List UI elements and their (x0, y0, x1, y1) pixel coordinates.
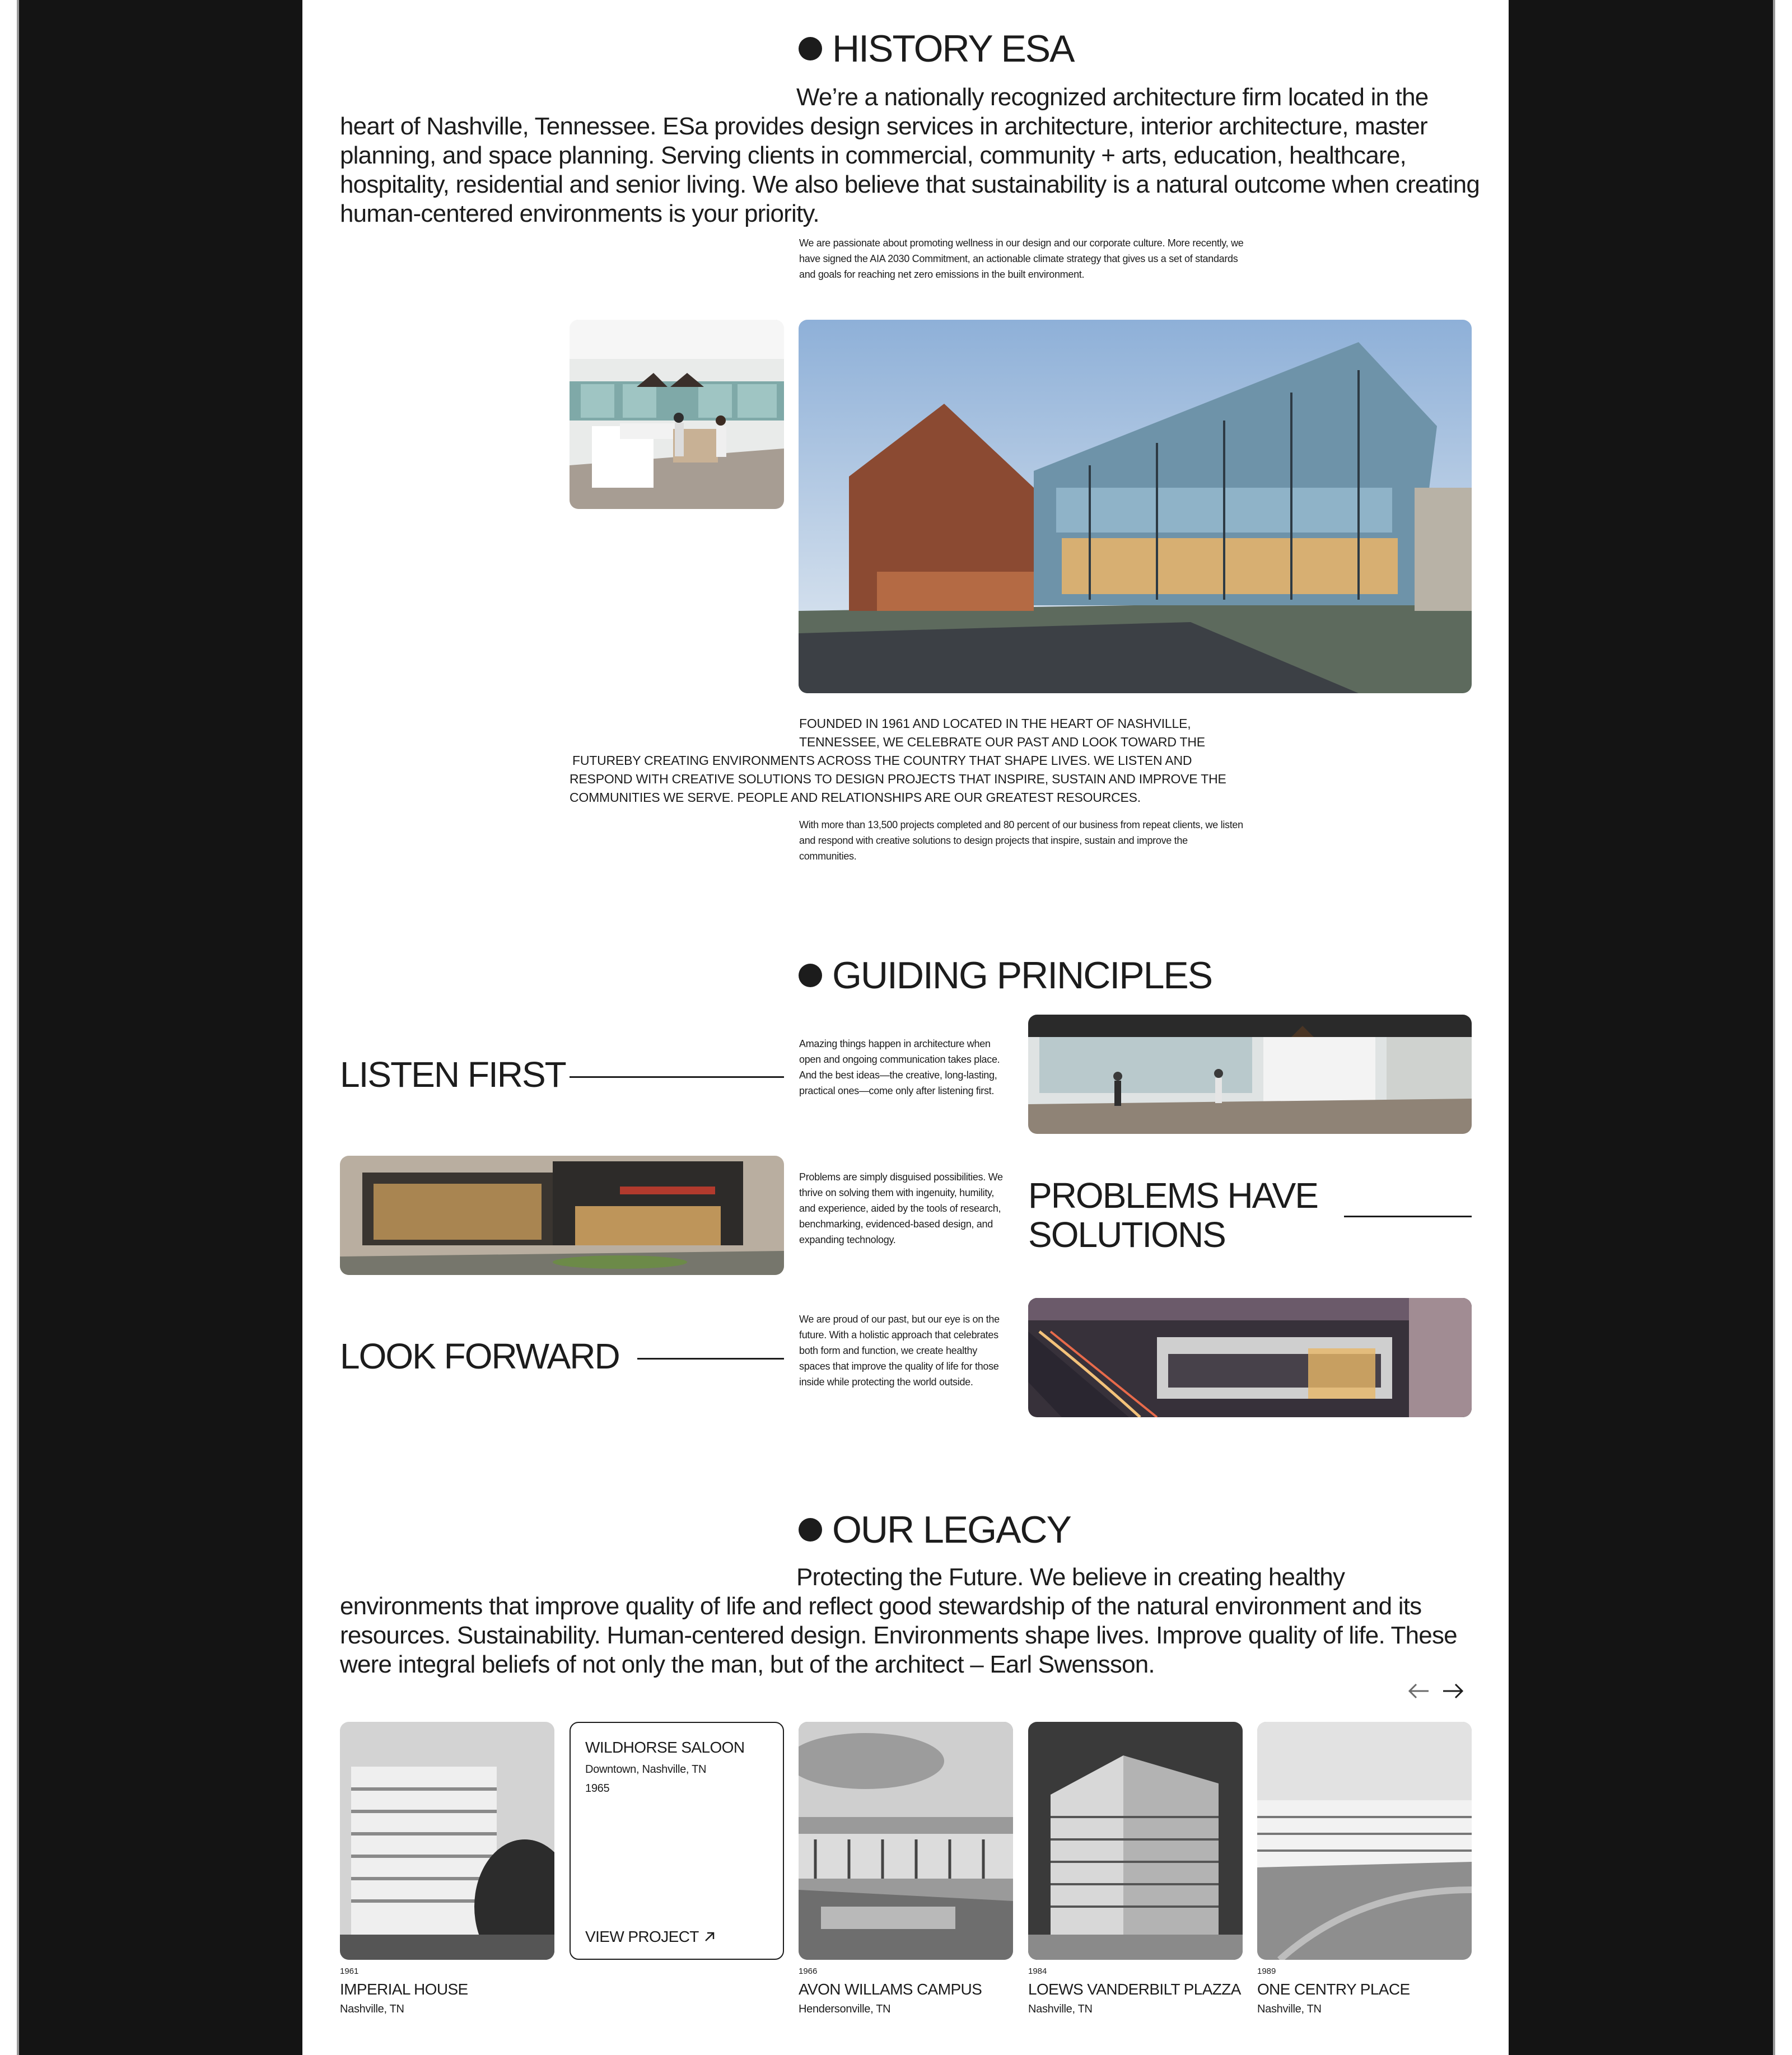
office-interior-image (570, 320, 784, 509)
card-title: WILDHORSE SALOON (585, 1739, 745, 1756)
card-title[interactable]: ONE CENTRY PLACE (1257, 1981, 1410, 1998)
history-heading (799, 27, 1074, 71)
window-frame-right (1773, 0, 1792, 2055)
bullet-dot-icon (799, 964, 822, 987)
project-card-wildhorse-saloon[interactable] (570, 1722, 784, 1960)
arrow-up-right-icon (703, 1931, 716, 1943)
principle-problems-text: Problems are simply disguised possibilities. We thrive on solving them with ingenuity, humility, and experience, aided by the tools of research, benchmarking, evidenced-based design, and expanding technology. (799, 1171, 1003, 1245)
history-title: HISTORY ESA (832, 27, 1074, 70)
bullet-dot-icon (799, 1518, 822, 1542)
principle-listen-label: LISTEN FIRST (340, 1054, 566, 1095)
bullet-dot-icon (799, 37, 822, 60)
city-night-image (1028, 1298, 1472, 1417)
divider-line (637, 1358, 784, 1360)
arrow-left-icon (1406, 1680, 1432, 1702)
founded-paragraph: FUTUREBY CREATING ENVIRONMENTS ACROSS THE COUNTRY THAT SHAPE LIVES. WE LISTEN AND RESPOND WITH CREATIVE SOLUTIONS TO DESIGN PROJECTS THAT INSPIRE, SUSTAIN AND IMPROVE THE COMMUNITIES WE SERVE. PEOPLE AND RELATIONSHIPS ARE OUR GREATEST RESOURCES. (570, 753, 1226, 805)
card-year: 1965 (585, 1782, 610, 1795)
legacy-lead: Protecting the Future. We believe in creating healthy environments that improve quality of life and reflect good stewardship of the natural environment and its resources. Sustainability. Human-centered design. Environments shape lives. Improve quality of life. These were integral beliefs of not only the man, but of the architect – Earl Swensson. (340, 1563, 1457, 1678)
card-location: Nashville, TN (1028, 2003, 1093, 2015)
principle-listen-text: Amazing things happen in architecture when open and ongoing communication takes place. And the best ideas—the creative, long-lasting, practical ones—come only after listening first. (799, 1038, 1000, 1096)
legacy-heading (799, 1508, 1071, 1552)
card-location: Nashville, TN (340, 2003, 404, 2015)
page-content (302, 0, 1509, 2055)
legacy-title: OUR LEGACY (832, 1508, 1071, 1551)
card-location: Downtown, Nashville, TN (585, 1763, 707, 1776)
principles-heading (799, 954, 1212, 997)
hotel-exterior-image (340, 1156, 784, 1275)
corridor-interior-image (1028, 1015, 1472, 1134)
view-project-label: VIEW PROJECT (585, 1928, 699, 1945)
hero-building-image (799, 320, 1472, 693)
project-card-one-centry-place[interactable] (1257, 1722, 1472, 1960)
divider-line (1344, 1216, 1472, 1217)
project-card-avon-williams[interactable] (799, 1722, 1013, 1960)
project-card-loews-vanderbilt[interactable] (1028, 1722, 1243, 1960)
projects-note: With more than 13,500 projects completed and 80 percent of our business from repeat clients, we listen and respond with creative solutions to design projects that inspire, sustain and improve the communities. (799, 819, 1243, 862)
principles-title: GUIDING PRINCIPLES (832, 954, 1212, 997)
card-title[interactable]: AVON WILLAMS CAMPUS (799, 1981, 982, 1998)
card-title[interactable]: IMPERIAL HOUSE (340, 1981, 468, 1998)
view-project-link[interactable] (585, 1928, 716, 1946)
card-year: 1989 (1257, 1967, 1276, 1976)
carousel-next-button[interactable] (1440, 1680, 1466, 1702)
divider-line (570, 1076, 784, 1078)
carousel-prev-button[interactable] (1406, 1680, 1432, 1702)
window-frame-left (0, 0, 19, 2055)
project-card-imperial-house[interactable] (340, 1722, 554, 1960)
avon-williams-photo (799, 1722, 1013, 1960)
card-year: 1966 (799, 1967, 818, 1976)
card-location: Hendersonville, TN (799, 2003, 891, 2015)
card-year: 1984 (1028, 1967, 1047, 1976)
loews-vanderbilt-photo (1028, 1722, 1243, 1960)
card-year: 1961 (340, 1967, 359, 1976)
history-note: We are passionate about promoting wellness in our design and our corporate culture. More recently, we have signed the AIA 2030 Commitment, an actionable climate strategy that gives us a set of standards and goals for reaching net zero emissions in the built environment. (799, 237, 1244, 280)
imperial-house-photo (340, 1722, 554, 1960)
one-centry-place-photo (1257, 1722, 1472, 1960)
dark-margin-right (1509, 0, 1792, 2055)
history-lead: We’re a nationally recognized architecture firm located in the heart of Nashville, Tennessee. ESa provides design services in architecture, interior architecture, master planning, and space planning. Serving clients in commercial, community + arts, education, healthcare, hospitality, residential and senior living. We also believe that sustainability is a natural outcome when creating human-centered environments is your priority. (340, 83, 1480, 227)
founded-line-2: TENNESSEE, WE CELEBRATE OUR PAST AND LOOK TOWARD THE (799, 735, 1205, 749)
dark-margin-left (19, 0, 302, 2055)
card-location: Nashville, TN (1257, 2003, 1322, 2015)
card-title[interactable]: LOEWS VANDERBILT PLAZZA (1028, 1981, 1241, 1998)
arrow-right-icon (1440, 1680, 1466, 1702)
principle-problems-label: PROBLEMS HAVE SOLUTIONS (1028, 1175, 1318, 1255)
principle-forward-text: We are proud of our past, but our eye is on the future. With a holistic approach that celebrates both form and function, we create healthy spaces that improve the quality of life for those inside while protecting the world outside. (799, 1314, 1000, 1388)
principle-forward-label: LOOK FORWARD (340, 1336, 619, 1376)
founded-line-1: FOUNDED IN 1961 AND LOCATED IN THE HEART OF NASHVILLE, (799, 716, 1191, 731)
